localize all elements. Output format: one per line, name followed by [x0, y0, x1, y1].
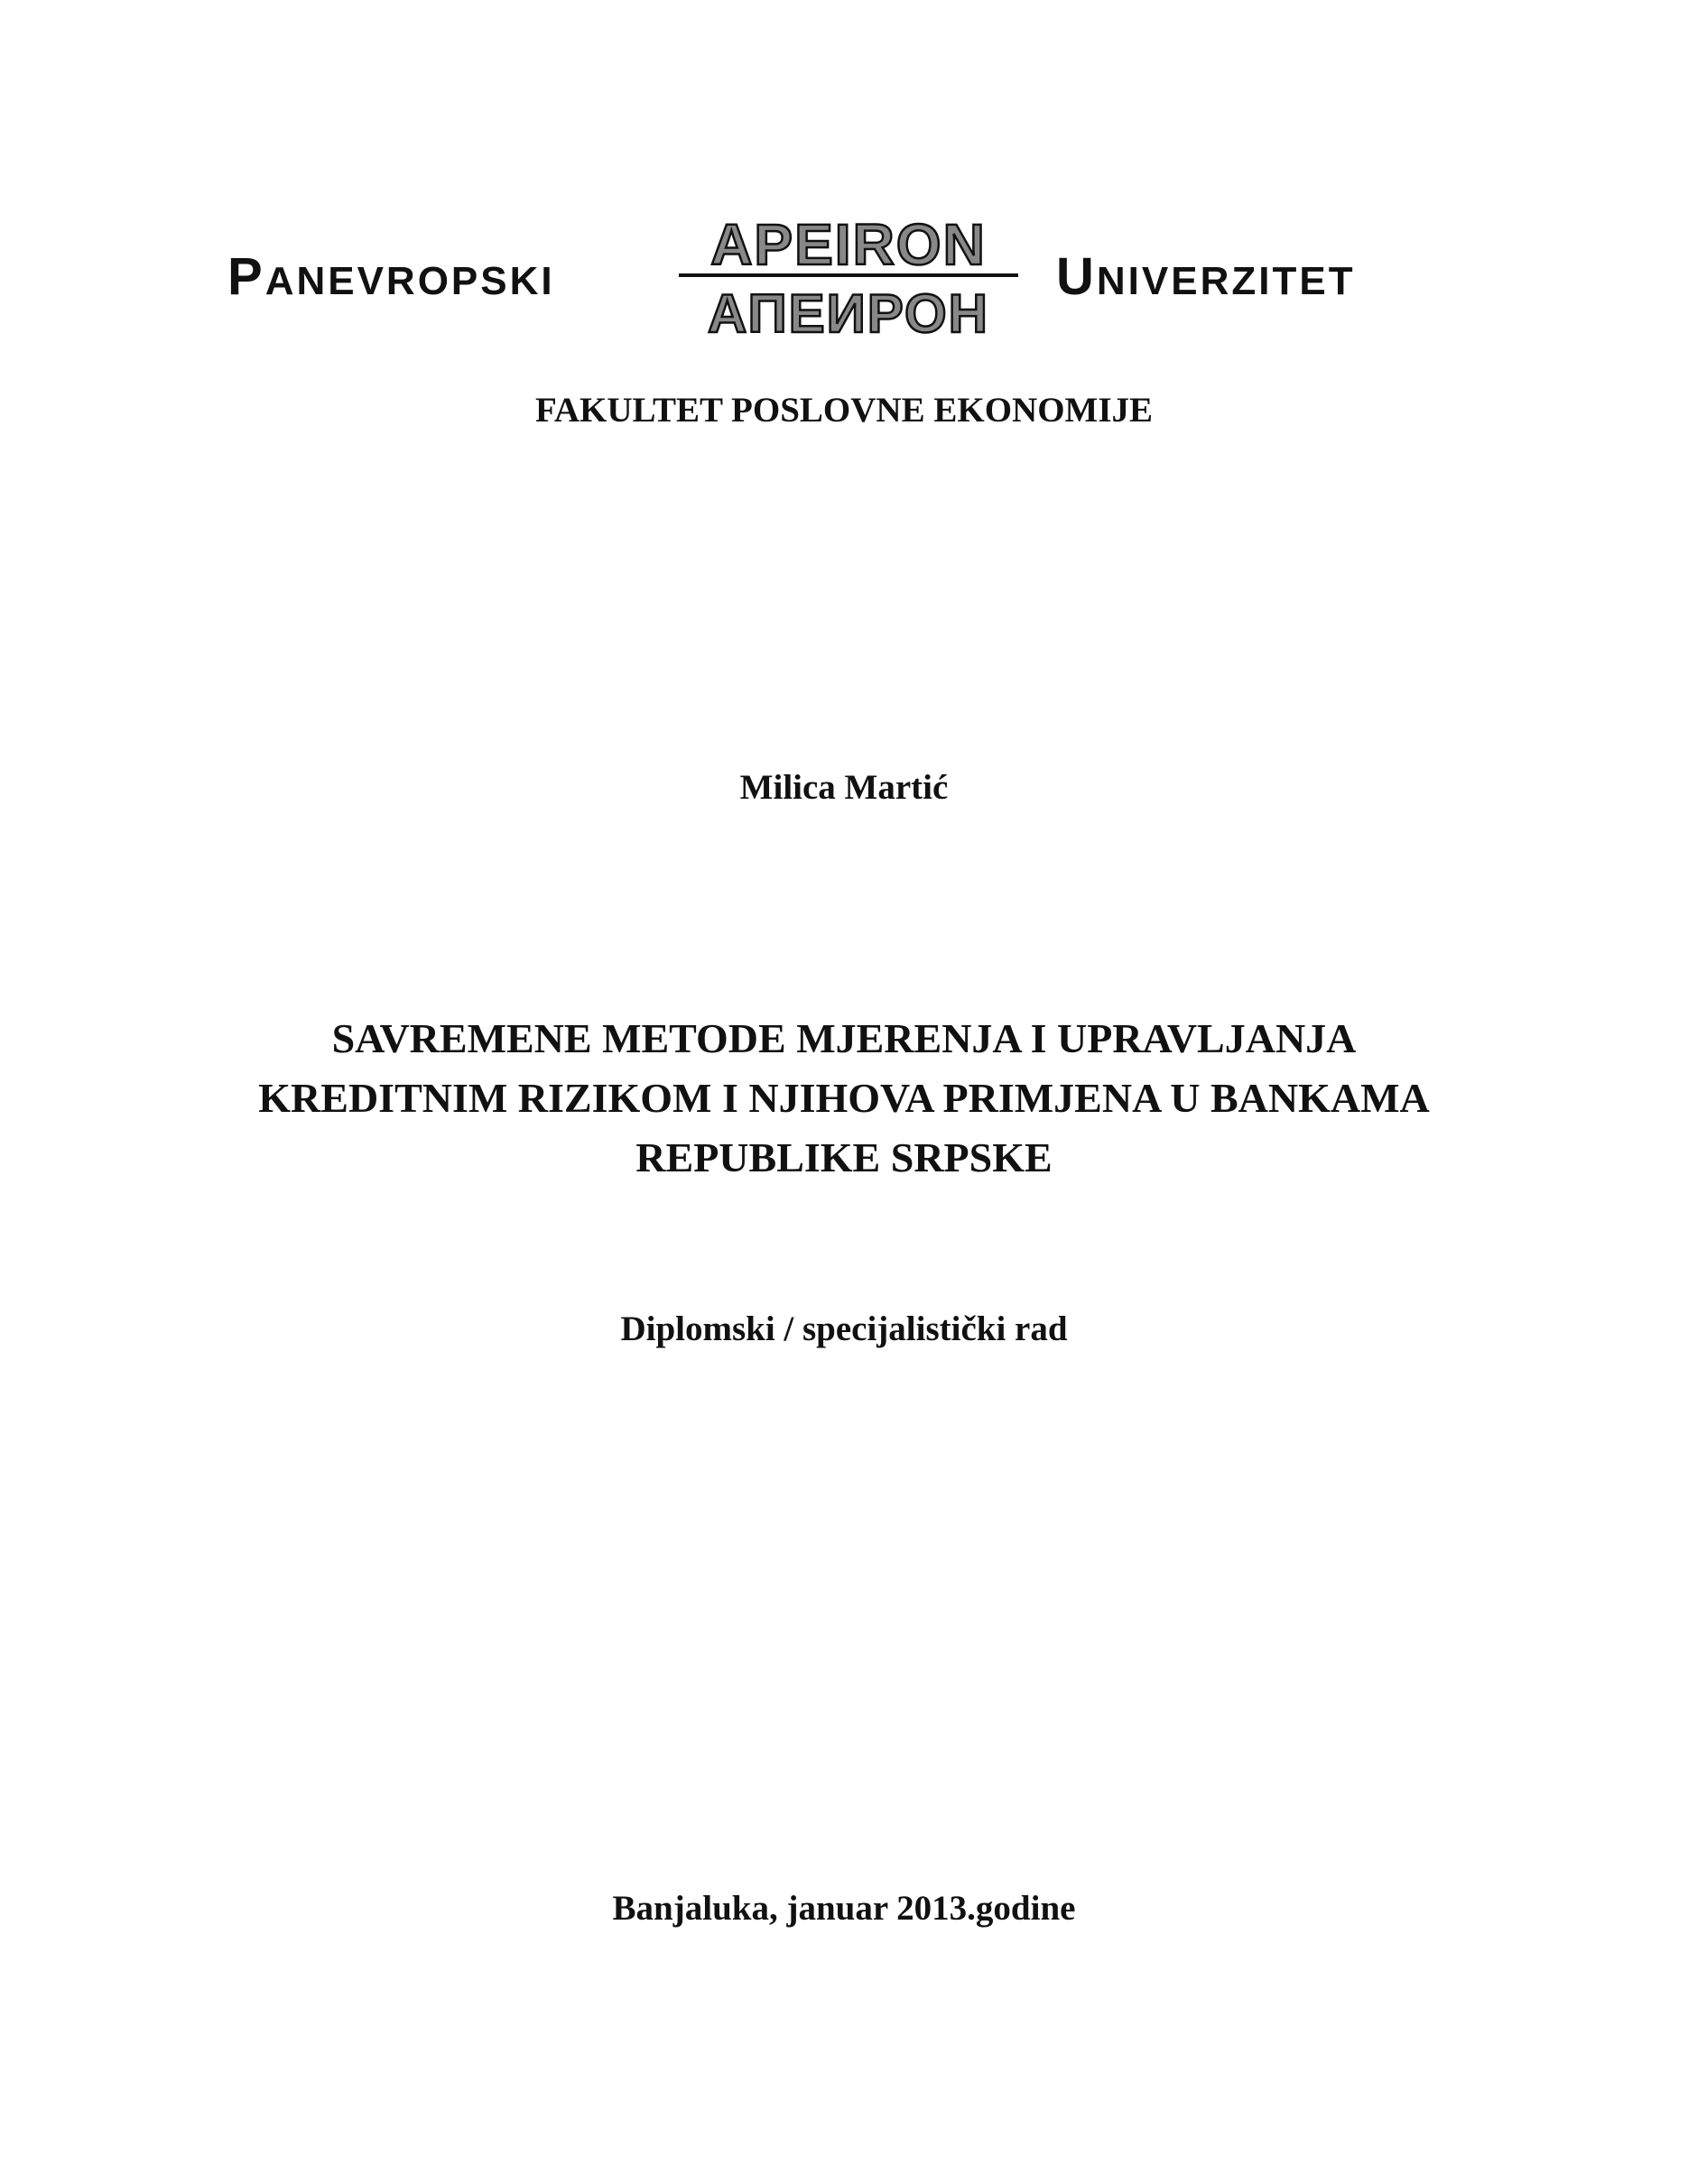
university-name-right: UNIVERZITET: [1056, 247, 1356, 306]
logo-text: APEIRON: [710, 212, 987, 277]
thesis-type: Diplomski / specijalistički rad: [620, 1309, 1068, 1348]
logo-reflection-text: АПЕИРОН: [707, 283, 990, 338]
thesis-title-line: REPUBLIKE SRPSKE: [635, 1134, 1053, 1180]
logo-reflection: [708, 283, 989, 338]
faculty-name: FAKULTET POSLOVNE EKONOMIJE: [534, 391, 1154, 430]
logo-top-text: [710, 212, 987, 277]
thesis-title: [181, 1009, 1507, 1188]
thesis-title-line: SAVREMENE METODE MJERENJA I UPRAVLJANJA: [331, 1015, 1357, 1061]
university-header: [0, 203, 1688, 338]
apeiron-logo: [668, 203, 1029, 338]
author-name: Milica Martić: [739, 768, 949, 807]
university-name-left: PANEVROPSKI: [227, 247, 555, 306]
thesis-title-line: KREDITNIM RIZIKOM I NJIHOVA PRIMJENA U BANKAMA: [258, 1075, 1430, 1121]
place-and-date: Banjaluka, januar 2013.godine: [612, 1889, 1076, 1928]
